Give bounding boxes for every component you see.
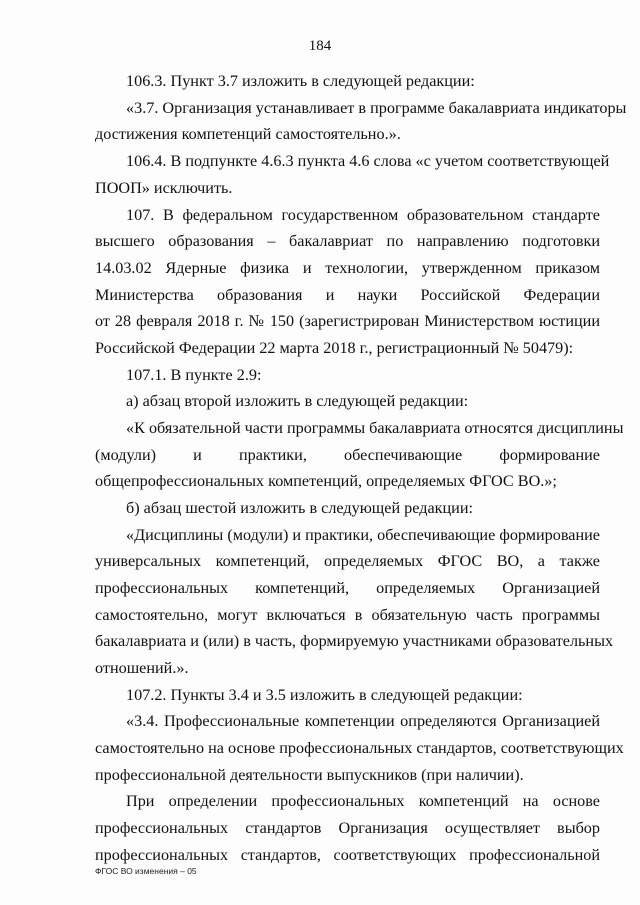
- text-line: достижения компетенций самостоятельно.».: [95, 125, 401, 143]
- paragraph-107-2-heading: 107.2. Пункты 3.4 и 3.5 изложить в следующей редакции:: [126, 686, 523, 704]
- text-line: «Дисциплины (модули) и практики, обеспечивающие формирование: [126, 526, 600, 544]
- text-line: самостоятельно на основе профессиональных стандартов, соответствующих: [95, 739, 624, 757]
- document-footer: ФГОС ВО изменения – 05: [95, 866, 197, 876]
- text-line: Российской Федерации 22 марта 2018 г., регистрационный № 50479):: [95, 339, 574, 357]
- text-line: «3.7. Организация устанавливает в программе бакалавриата индикаторы: [126, 99, 627, 117]
- text-line: профессиональной деятельности выпускников (при наличии).: [95, 766, 524, 784]
- text-line: профессиональных стандартов, соответствующих профессиональной: [95, 846, 600, 864]
- text-line: универсальных компетенций, определяемых ФГОС ВО, а также: [95, 552, 600, 570]
- text-line: от 28 февраля 2018 г. № 150 (зарегистрирован Министерством юстиции: [95, 312, 600, 330]
- text-line: 14.03.02 Ядерные физика и технологии, утвержденном приказом: [95, 259, 600, 277]
- text-line: «К обязательной части программы бакалавриата относятся дисциплины: [126, 419, 624, 437]
- text-line: самостоятельно, могут включаться в обязательную часть программы: [95, 606, 600, 624]
- paragraph-106-4: 106.4. В подпункте 4.6.3 пункта 4.6 слова «с учетом соответствующей: [126, 152, 610, 170]
- text-line: профессиональных компетенций, определяемых Организацией: [95, 579, 600, 597]
- text-line: профессиональных стандартов Организация осуществляет выбор: [95, 819, 600, 837]
- text-line: бакалавриата и (или) в часть, формируемую участниками образовательных: [95, 632, 614, 650]
- text-line: ПООП» исключить.: [95, 179, 233, 197]
- text-line: общепрофессиональных компетенций, определяемых ФГОС ВО.»;: [95, 472, 557, 490]
- paragraph-107: 107. В федеральном государственном образовательном стандарте: [126, 206, 600, 224]
- paragraph-107-1-heading: 107.1. В пункте 2.9:: [126, 366, 262, 384]
- text-line: высшего образования – бакалавриат по направлению подготовки: [95, 232, 600, 250]
- text-line: При определении профессиональных компетенций на основе: [126, 792, 600, 810]
- text-line: отношений.».: [95, 659, 189, 677]
- page-number: 184: [308, 38, 332, 54]
- text-line: «3.4. Профессиональные компетенции определяются Организацией: [126, 712, 600, 730]
- paragraph-106-3-heading: 106.3. Пункт 3.7 изложить в следующей редакции:: [126, 72, 475, 90]
- text-line: Министерства образования и науки Российской Федерации: [95, 286, 600, 304]
- text-line: а) абзац второй изложить в следующей редакции:: [126, 392, 469, 410]
- text-line: б) абзац шестой изложить в следующей редакции:: [126, 499, 474, 517]
- text-line: (модули) и практики, обеспечивающие формирование: [95, 446, 600, 464]
